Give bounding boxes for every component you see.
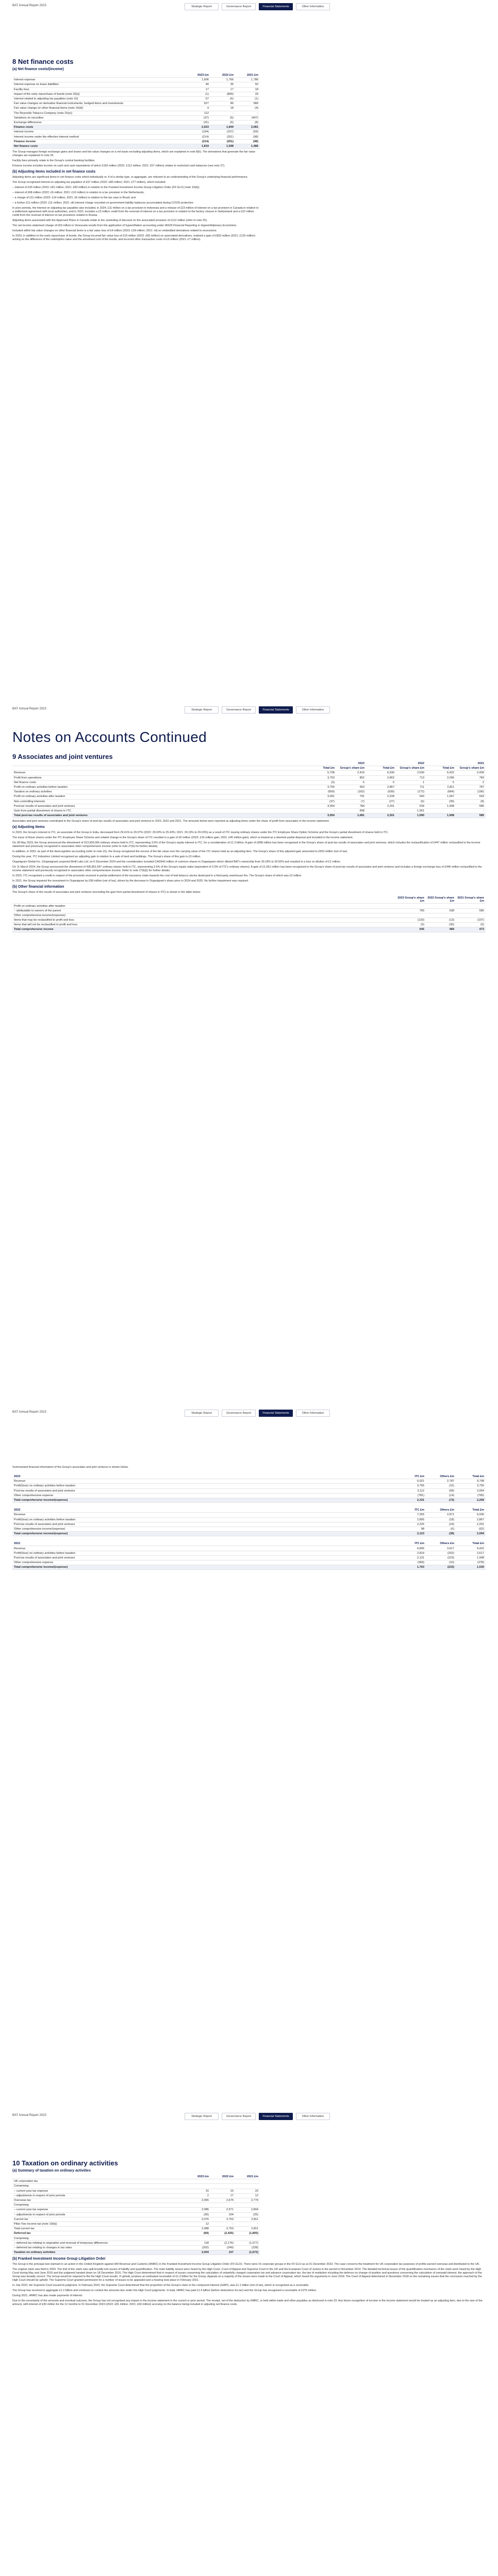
table-row: Pillar Two income tax (note 10(b)) 12 - - xyxy=(12,2222,260,2226)
paragraph: Due to the uncertainty of the amounts and eventual outcome, the Group has not recognised any impact in the income statement in the current or prior period. The receipt, net of the deduction by HMRC, is held within trade and other payables as disclosed in note 23. Any future recognition of income in the income statement would be treated as an adjusting item, due to the size of the amount, with interest of £30 million for the 12 months to 31 December 2023 (2022: £81 million; 2021: £60 million) accruing on the balance being included in adjusting net finance costs. xyxy=(12,2299,483,2307)
subsection-title: (a) Summary of taxation on ordinary activities xyxy=(12,2169,91,2173)
paragraph: Associates and joint ventures contributed to the Group's share of post-tax results of associates and joint ventures in 2023, 2022 and 2021. The amounts below were reported as adjusting items under the share of profit from associates in the income statement. xyxy=(12,820,330,823)
subsection-title: (b) Adjusting items included in net finance costs xyxy=(12,170,96,174)
table-row: Post-tax results of associates and joint ventures 2,131 (223) 1,908 xyxy=(12,1555,486,1560)
table-row: Other comprehensive expense (368) (10) (378) xyxy=(12,1561,486,1565)
oci-table: 2023 Group's share £m 2022 Group's share £m 2021 Group's share £m Profit on ordinary activities after taxation – attributable to owners of the parent 783 538 585 Other comprehensive income/(expense): Items that may be reclassified to profit and loss (133) (13) (107) Items that will not be reclassified to profit and loss (5) (36) (5) Total comprehensive income 645 489 473 xyxy=(12,896,486,932)
table-row: Items that may be reclassified to profit and loss (133) (13) (107) xyxy=(12,918,486,923)
paragraph: The Group's share of the results of associates and joint ventures (excluding the gain from partial divestment of shares in ITC) is shown in the table below: xyxy=(12,891,201,894)
table-row: The Reynolds Tobacco Company (note 15(e)) 112 - - xyxy=(12,111,260,115)
table-row: Taxation on ordinary activities 2,004 157 (1,672) xyxy=(12,2250,260,2255)
table-row: Interest expense on lease liabilities 40 35 50 xyxy=(12,82,260,87)
tab-governance-report[interactable]: Governance Report xyxy=(222,706,256,714)
table-row: Total comprehensive income 645 489 473 xyxy=(12,927,486,932)
table-row: Total comprehensive income/(expense) 1,763 (233) 1,530 xyxy=(12,1565,486,1570)
table-row: Total current tax 2,088 2,753 2,811 xyxy=(12,2227,260,2231)
table-row: Current tax 2,076 2,753 2,811 xyxy=(12,2217,260,2222)
paragraph: During 2021, HMRC has also made payments of interest. xyxy=(12,2294,83,2298)
table-row: Post-tax results of associates and joint ventures 3,112 (58) 3,054 xyxy=(12,1488,486,1493)
tab-other-information[interactable]: Other Information xyxy=(296,706,330,714)
report-page-4 xyxy=(0,2110,498,2576)
page-title: Notes on Accounts Continued xyxy=(12,729,207,745)
net-finance-table xyxy=(12,73,260,149)
table-row: – deferred tax relating to changes in tax rates (202) (249) (228) xyxy=(12,2245,260,2250)
bullet: – interest of £30 million (2022: £81 million; 2021: £60 million) in relation to the Franked Investment Income Group Litigation Order (FII GLO) (note 10(d)); xyxy=(12,186,200,189)
table-row: Finance costs 2,023 1,849 2,081 xyxy=(12,125,260,130)
bullet: – a further £11 million (2022: £11 million; 2021: nil) interest charge recorded on government liability balances accumulated during COVID protection. xyxy=(12,201,194,205)
table-row: Variations on securities (37) (5) (407) xyxy=(12,115,260,120)
table-row: Other comprehensive income/(expense): xyxy=(12,913,486,918)
paragraph: The Group manages foreign exchange gains and losses and fair value changes on a net basis excluding adjusting items, which are explained in note 8(b). The derivatives that generate the fair value changes are explained in note 26. xyxy=(12,150,255,157)
summary-table: 2022 ITC £m Others £m Total £m Revenue 7,265 2,871 9,936 Profit/(loss) on ordinary activities before taxation 2,805 (18) 2,867 Post-tax results of associates and joint ventures 2,225 (24) 2,201 Other comprehensive income/(expense) 98 (6) (62) Total comprehensive income/(expense) 2,123 (38) 2,094 xyxy=(12,1508,486,1536)
tab-governance-report[interactable]: Governance Report xyxy=(222,1410,256,1417)
report-page-2 xyxy=(0,703,498,1406)
table-row: Interest related to adjusting tax payables (note 10) 57 (6) (1) xyxy=(12,96,260,101)
table-row: Profit on ordinary activities before taxation 3,750 953 2,867 711 2,811 787 xyxy=(12,785,486,789)
report-page-1 xyxy=(0,0,498,703)
tab-strategic-report[interactable]: Strategic Report xyxy=(185,706,219,714)
table-row: Net finance costs (3) 5 5 1 5 2 xyxy=(12,780,486,785)
table-row: Revenue 7,265 2,871 9,936 xyxy=(12,1513,486,1517)
paragraph: During the year, ITC Industries Limited recognised an adjusting gain in relation to a sale of land and buildings. The Group's share of this gain is £3 million. xyxy=(12,855,201,859)
taxation-table: 2023 £m 2022 £m 2021 £m UK corporation tax Comprising: – current year tax expense 15 15 20 – adjustments in respect of prior periods 2 17 12 Overseas tax 2,055 2,675 2,779 Comprising: – current year tax expense 2,085 2,571 2,804 – adjustments in respect of prior periods (30) 104 (25) Current tax 2,076 2,753 2,811 Pillar Two income tax (note 10(b)) 12 - - Total current tax 2,088 2,753 2,811 Deferred tax (84) (2,425) (1,805) Comprising: – deferred tax relating to origination and reversal of temporary differences 118 (2,176) (1,577) – deferred tax relating to changes in tax rates (202) (249) (228) Taxation on ordinary activities 2,004 157 (1,672) xyxy=(12,2175,260,2255)
table-row: Comprising: xyxy=(12,2236,260,2241)
paragraph: The original claim was filed in 2003. The trial of the claim was split broadly into issues of liability and quantification. The main liability issues were heard by the High Court, Court of Appeal and Supreme Court in the UK and the European Court of Justice in the period to November 2014. The detailed technical issues of the quantification mechanics of the claim were heard by the High Court during May and June 2016 and the judgment handed down on 18 December 2016. The High Court determined that in respect of issues concerning the calculation of unlawfully charged corporation tax and advance corporation tax, the law of restitution including the defence on change of position and questions concerning the calculation of overpaid interest, the approach of the Group was broadly correct. The Group would be required to file the High Court results. If upheld, produce an estimated receivable of £1.2 billion for the Group. Appeals on a majority of the issues were made to the Court of Appeal, which heard the arguments in June 2018. The Court of Appeal determined in November 2018 on the remaining issues that the conclusion reached by the High Court should be upheld. The Supreme Court granted permission for a number of issues to be appealed and a hearing took place in February 2021. xyxy=(12,2268,482,2282)
table-row: – adjustments in respect of prior periods 2 17 12 xyxy=(12,2193,260,2198)
subsection-title: (b) Franked Investment Income Group Litigation Order xyxy=(12,2257,106,2261)
section-title: 10 Taxation on ordinary activities xyxy=(12,2159,118,2167)
summary-table: 2023 ITC £m Others £m Total £m Revenue 6,921 2,787 9,708 Profit/(loss) on ordinary activities before taxation 3,765 (15) 3,750 Post-tax results of associates and joint ventures 3,112 (58) 3,054 Other comprehensive expense (781) (14) (795) Total comprehensive income/(expense) 2,331 (72) 2,259 xyxy=(12,1475,486,1503)
report-page-3 xyxy=(0,1406,498,2110)
tab-financial-statements[interactable]: Financial Statements xyxy=(259,706,293,714)
table-row: Profit/(loss) on ordinary activities before taxation 3,765 (15) 3,750 xyxy=(12,1484,486,1488)
table-row: – current year tax expense 2,085 2,571 2,804 xyxy=(12,2208,260,2212)
subsection-title: (a) Net finance costs/(income) xyxy=(12,67,64,71)
table-row: Revenue 6,921 2,787 9,708 xyxy=(12,1479,486,1484)
tab-other-information[interactable]: Other Information xyxy=(296,1410,330,1417)
brand-label: BAT Annual Report 2023 xyxy=(12,2114,46,2117)
summary-table: 2021 ITC £m Others £m Total £m Revenue 6,805 3,617 9,422 Profit/(loss) on ordinary activities before taxation 2,819 (202) 2,617 Post-tax results of associates and joint ventures 2,131 (223) 1,908 Other comprehensive expense (368) (10) (378) Total comprehensive income/(expense) 1,763 (233) 1,530 xyxy=(12,1541,486,1570)
header-bar xyxy=(0,703,498,716)
table-row: Finance income (214) (251) (98) xyxy=(12,139,260,144)
table-row: Comprising: xyxy=(12,2184,260,2189)
table-row: Other comprehensive income/(expense) 98 (6) (62) xyxy=(12,1527,486,1531)
paragraph: In prior periods, the interest on adjusting tax payables also included, in 2024, £11 million on a tax provision in Indonesia and a release of £23 million of interest on a tax provision in Canada in relation to a settlement agreement with local authorities, and in 2022, includes a £3 million credit from the reversal of interest on a tax provision in relation to the factory closure in Switzerland and a £22 million credit from the reversal of interest on tax provisions related to Russia. xyxy=(12,207,259,217)
table-row: Gain from partial divestment of shares in ITC - 898 - 1,561 - - xyxy=(12,808,486,813)
table-row: Profit from operations 3,753 852 2,862 713 2,096 783 xyxy=(12,775,486,780)
col-header: 2023 £m xyxy=(186,73,210,78)
brand-label: BAT Annual Report 2023 xyxy=(12,707,46,710)
brand-label: BAT Annual Report 2023 xyxy=(12,1411,46,1414)
section-title: 9 Associates and joint ventures xyxy=(12,753,113,760)
table-row: Total post-tax results of associates and joint ventures 3,054 1,681 2,201 1,590 1,908 585 xyxy=(12,814,486,818)
header-bar xyxy=(0,2110,498,2122)
tab-strategic-report[interactable]: Strategic Report xyxy=(185,1410,219,1417)
tab-strategic-report[interactable]: Strategic Report xyxy=(185,3,219,10)
paragraph: On 28 May 2023, the Group announced the divestment of 313,500,000 ordinary shares held in ITC, representing 3.5% of the Group's equity interest in ITC, for a consideration of £1.3 billion. A gain of £898 million has been recognised in the Group's share of post-tax results of associates and joint ventures, which includes the reclassification of £447 million reclassified to the income statement and previously recognised in associates other comprehensive income (refer to note 27(b) for further details). xyxy=(12,841,480,849)
col-header: 2021 £m xyxy=(235,73,260,78)
paragraph: The Group is the principal test claimant in an action in the United Kingdom against HM Revenue and Customs (HMRC) in the Franked Investment Income Group Litigation Order (FII GLO). There were 15 corporate groups in the FII GLO as at 31 December 2023. The case concerns the treatment for UK corporation tax purposes of profits earned overseas and distributed to the UK. xyxy=(12,2263,480,2266)
table-row: Fair value changes on derivative financial instruments, hedged items and investments 527 80 589 xyxy=(12,101,260,106)
bullet: – a charge of £11 million (2022: £14 million; 2021: £6 million) in relation to the tax case in Brazil; and xyxy=(12,196,136,199)
paragraph: Facility fees primarily relate to the Group's central banking facilities. xyxy=(12,159,95,162)
table-row: Interest income under the effective interest method (214) (251) (98) xyxy=(12,134,260,139)
nav-tabs xyxy=(185,3,330,10)
table-row: Impact of the early repurchase of bonds (note 26(i)) (1) (890) 29 xyxy=(12,92,260,96)
paragraph: In 2023, the Group's interest in ITC, an associate of the Group in India, decreased from 29.41% to 29.07% (2022: 29.03% to 25.43%; 2021: 29.19% to 29.03%) as a result of ITC issuing ordinary shares under the ITC Employee Share Option Scheme and the Group's partial divestment of shares held in ITC. xyxy=(12,831,389,835)
table-row: Non-controlling interests (37) (7) (27) (6) (39) (8) xyxy=(12,799,486,804)
nav-tabs xyxy=(185,2113,330,2120)
table-row: Items that will not be reclassified to profit and loss (5) (36) (5) xyxy=(12,923,486,927)
table-row: Other comprehensive expense (781) (14) (795) xyxy=(12,1493,486,1498)
table-row: Taxation on ordinary activities (659) (162) (639) (172) (684) (196) xyxy=(12,790,486,794)
table-row: – adjustments in respect of prior periods (30) 104 (25) xyxy=(12,2212,260,2217)
table-row: Total comprehensive income/(expense) 2,123 (38) 2,094 xyxy=(12,1532,486,1536)
header-bar xyxy=(0,1406,498,1419)
paragraph: Finance income includes income on cash and cash equivalents of which £150 million (2022: £112 million; 2021: £57 million) relates to restricted cash balances (see note 27). xyxy=(12,164,225,167)
table-row: Post-tax results of associates and joint ventures 2,225 (24) 2,201 xyxy=(12,1522,486,1527)
tab-governance-report[interactable]: Governance Report xyxy=(222,3,256,10)
table-row: Revenue 5,708 2,416 6,936 2,630 6,422 2,430 xyxy=(12,771,486,775)
tab-other-information[interactable]: Other Information xyxy=(296,3,330,10)
tab-financial-statements[interactable]: Financial Statements xyxy=(259,2113,293,2120)
table-row: Profit/(loss) on ordinary activities before taxation 2,805 (18) 2,867 xyxy=(12,1517,486,1522)
table-row: Facility fees 17 17 18 xyxy=(12,87,260,92)
bullet: – interest of £68 million (2022: £6 million; 2021: £10 million) in relation to a tax provision in the Netherlands; xyxy=(12,191,144,194)
paragraph: The net income statement charge of £63 million in Venezuela results from the application of hyperinflation accounting under IAS29 Financial Reporting in Hyperinflationary Economies. xyxy=(12,224,237,227)
table-row: Deferred tax (84) (2,425) (1,805) xyxy=(12,2231,260,2236)
table-row: Overseas tax 2,055 2,675 2,779 xyxy=(12,2198,260,2202)
subsection-title: (b) Other financial information xyxy=(12,885,64,889)
tab-governance-report[interactable]: Governance Report xyxy=(222,2113,256,2120)
nav-tabs xyxy=(185,706,330,714)
table-row: UK corporation tax xyxy=(12,2179,260,2184)
paragraph: In July 2022, the Supreme Court issued its judgment. In February 2023, the Supreme Court determined that the proportion of the Group's claim in the compound interest (GAPI), was £1.1 billion (net of tax), which is recognised as a receivable. xyxy=(12,2284,309,2287)
paragraph: The Group has received in aggregate £1.2 billion and continues to contest the amounts due under the High Court judgments. In total, HMRC has paid £1.4 billion (before deductions for tax) and the Group has recognised a receivable of £275 million. xyxy=(12,2289,317,2293)
table-row: Revenue 6,805 3,617 9,422 xyxy=(12,1546,486,1551)
paragraph: On 11 March 2024, the Group announced the divestment of 436,851,597 ordinary shares held in ITC, representing 3.5% of the Group's equity stake (equivalent of 3.5% of ITC's ordinary shares). A gain of £1,561 million has been recognised in the Group's share of post-tax results of associates and joint ventures and includes a foreign exchange loss of £445 million reclassified to the income statement and previously recognised in associates other comprehensive income. Refer to note 27(b)(i) for further details. xyxy=(12,866,482,873)
table-row: Interest expense 1,606 1,766 1,786 xyxy=(12,78,260,82)
subsection-title: (a) Adjusting items xyxy=(12,825,45,829)
paragraph: The Group recognised interest on adjusting tax payables of £57 million (2022: £80 million; 2021: £77 million), which included: xyxy=(12,181,166,184)
table-row: Profit on ordinary activities after taxation 3,091 791 2,228 540 1,947 593 xyxy=(12,794,486,799)
paragraph: The issue of these shares under the ITC Employee Share Scheme and related change in the Group's share of ITC resulted in a gain of £6 million (2022: £16 million gain; 2021: £45 million gain), which is treated as a deemed partial disposal and included in the income statement. xyxy=(12,836,354,840)
table-row: – deferred tax relating to origination and reversal of temporary differences 118 (2,176) (1,577) xyxy=(12,2241,260,2245)
paragraph: Adjusting items associated with the Approved Plans in Canada relate to the unwinding of discount on the associated provision of £112 million (refer to note 25). xyxy=(12,219,208,222)
paragraph: In addition, in 2023, as part of the derecognition accounting (refer to note 15), the Group recognised the excess of the fair value over the carrying value of the ITC shares held as an adjusting item. The Group's share of this adjusted gain amounted to £553 million (net of tax). xyxy=(12,850,348,854)
paragraph: In 2023, in addition to the early repurchase of bonds, the Group incurred fair value loss of £19 million (2022: £83 million) on associated derivatives, realised a gain of £832 million (2021: £125 million) arising on the difference of the redemption value and the amortised cost of the bonds, and incurred other transaction costs of £3 million (2021: £7 million). xyxy=(12,234,256,241)
col-header: 2022 £m xyxy=(210,73,235,78)
brand-label: BAT Annual Report 2023 xyxy=(12,4,46,7)
table-row: Interest income (194) (157) (59) xyxy=(12,130,260,134)
nav-tabs xyxy=(185,1410,330,1417)
table-row: Profit on ordinary activities after taxation xyxy=(12,904,486,908)
table-row: Comprising: xyxy=(12,2203,260,2208)
table-row: Exchange differences (31) (6) (8) xyxy=(12,120,260,125)
tab-financial-statements[interactable]: Financial Statements xyxy=(259,1410,293,1417)
tab-other-information[interactable]: Other Information xyxy=(296,2113,330,2120)
paragraph: In 2021, the Group impaired the investment in Organigram by £58 million (net of tax), driven by the decrease in Organigram's share price in 2024 and 2025. No further impairment was required. xyxy=(12,879,249,883)
section-title: 8 Net finance costs xyxy=(12,58,74,65)
table-row: – attributable to owners of the parent 783 538 585 xyxy=(12,908,486,913)
tab-financial-statements[interactable]: Financial Statements xyxy=(259,3,293,10)
paragraph: Summarised financial information of the Group's associates and joint ventures is shown below. xyxy=(12,1466,129,1469)
table-row: Total comprehensive income/(expense) 2,331 (72) 2,259 xyxy=(12,1498,486,1502)
header-bar xyxy=(0,0,498,12)
paragraph: Adjusting items are significant items in net finance costs which individually or, if of a similar type, in aggregate, are relevant to an understanding of the Group's underlying financial performance. xyxy=(12,176,248,179)
paragraph: Included within fair value changes on other financial items is a fair value loss of £4 million (2023: £18 million; 2021: nil) on embedded derivatives related to excessions. xyxy=(12,229,218,232)
table-row: Net finance costs 1,819 1,598 1,486 xyxy=(12,144,260,148)
tab-strategic-report[interactable]: Strategic Report xyxy=(185,2113,219,2120)
paragraph: In 2022, ITC recognised a credit in respect of the proceeds received in partial settlement of the insurance claim towards the cost of leaf tobacco stocks destroyed in a third-party warehouse fire. The Group's share of which was £2 million. xyxy=(12,874,302,878)
table-row: Fair value change on other financial items (note 14(d)) 4 18 (4) xyxy=(12,106,260,111)
table-row: Post-tax results of associates and joint ventures 3,054 784 2,201 534 1,908 585 xyxy=(12,804,486,808)
table-row: – current year tax expense 15 15 20 xyxy=(12,2189,260,2193)
table-row: Profit/(loss) on ordinary activities before taxation 2,819 (202) 2,617 xyxy=(12,1551,486,1555)
associates-table: 2023 2022 2021 Total £m Group's share £m Total £m Group's share £m Total £m Group's share £m Revenue 5,708 2,416 6,936 2,630 6,422 2,430 Profit from operations 3,753 852 2,862 713 2,096 783 Net finance costs (3) 5 5 1 5 2 Profit on ordinary activities before taxation 3,750 953 2,867 711 2,811 787 Taxation on ordinary activities (659) (162) (639) (172) (684) (196) Profit on ordinary activities after taxation 3,091 791 2,228 540 1,947 593 Non-controlling interests (37) (7) (27) (6) (39) (8) Post-tax results of associates and joint ventures 3,054 784 2,201 534 1,908 585 Gain from partial divestment of shares in ITC - 898 - 1,561 - - Total post-tax results of associates and joint ventures 3,054 1,681 2,201 1,590 1,908 585 xyxy=(12,761,486,818)
paragraph: Organigram Global Inc. (Organigram) acquired Motif Labs Ltd. on 6 December 2024 and the consideration included CAD540 million of common shares in Organigram which diluted BAT's ownership from 30.18% to 30.56% and resulted in a loss on dilution of £1 million. xyxy=(12,860,341,864)
